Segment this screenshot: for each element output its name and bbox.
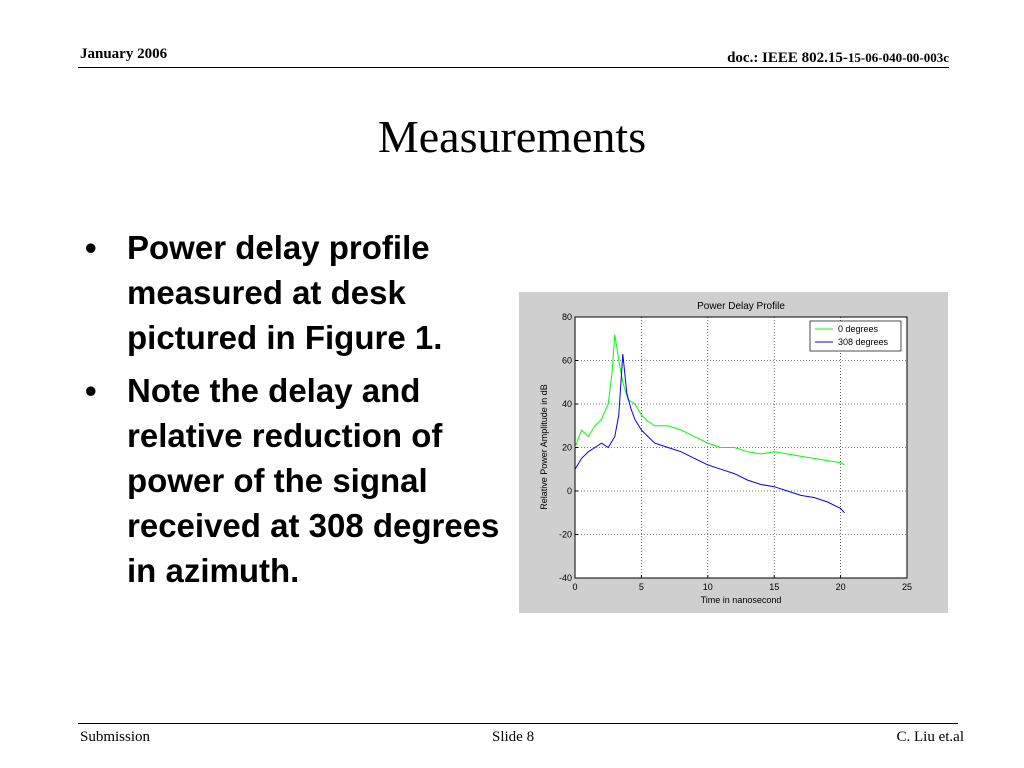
y-tick-label: 20 xyxy=(561,442,572,453)
y-tick-label: -20 xyxy=(558,529,572,540)
footer-rule xyxy=(78,723,958,724)
doc-prefix: doc.: IEEE 802.15- xyxy=(727,50,848,66)
bullet-item xyxy=(85,225,500,360)
header-doc-id xyxy=(727,50,949,67)
bullet-dot-icon: • xyxy=(85,229,97,266)
legend-label: 0 degrees xyxy=(838,324,879,334)
x-tick-label: 10 xyxy=(702,582,713,592)
slide-title: Measurements xyxy=(377,111,647,162)
footer-slide-number: Slide 8 xyxy=(492,729,535,745)
footer-submission: Submission xyxy=(80,729,151,745)
x-axis-label: Time in nanosecond xyxy=(700,595,782,605)
y-axis-label: Relative Power Amplitude in dB xyxy=(539,384,549,510)
bullet-item xyxy=(85,368,500,593)
y-tick-label: 80 xyxy=(561,312,572,322)
chart-title: Power Delay Profile xyxy=(697,301,785,312)
x-tick-label: 15 xyxy=(769,582,780,592)
chart-svg xyxy=(519,292,948,613)
y-tick-label: 0 xyxy=(566,486,572,496)
legend-label: 308 degrees xyxy=(838,337,889,347)
x-tick-label: 0 xyxy=(572,582,578,592)
y-tick-label: 40 xyxy=(561,399,572,409)
header-rule xyxy=(78,67,949,68)
y-tick-label: 60 xyxy=(561,355,572,366)
bullet-dot-icon: • xyxy=(85,372,97,409)
power-delay-chart xyxy=(519,292,948,613)
doc-number: 15-06-040-00-003c xyxy=(847,50,949,65)
bullet-text: Power delay profile measured at desk pictured in Figure 1. xyxy=(127,229,443,356)
bullet-list xyxy=(85,225,500,601)
x-tick-label: 20 xyxy=(835,582,846,592)
bullet-text: Note the delay and relative reduction of power of the signal received at 308 degrees in azimuth. xyxy=(127,372,500,589)
x-tick-label: 25 xyxy=(901,582,913,592)
y-tick-label: -40 xyxy=(558,573,572,583)
footer-author: C. Liu et.al xyxy=(896,729,964,745)
header-date: January 2006 xyxy=(80,46,168,62)
x-tick-label: 5 xyxy=(638,582,644,592)
legend xyxy=(810,321,901,351)
